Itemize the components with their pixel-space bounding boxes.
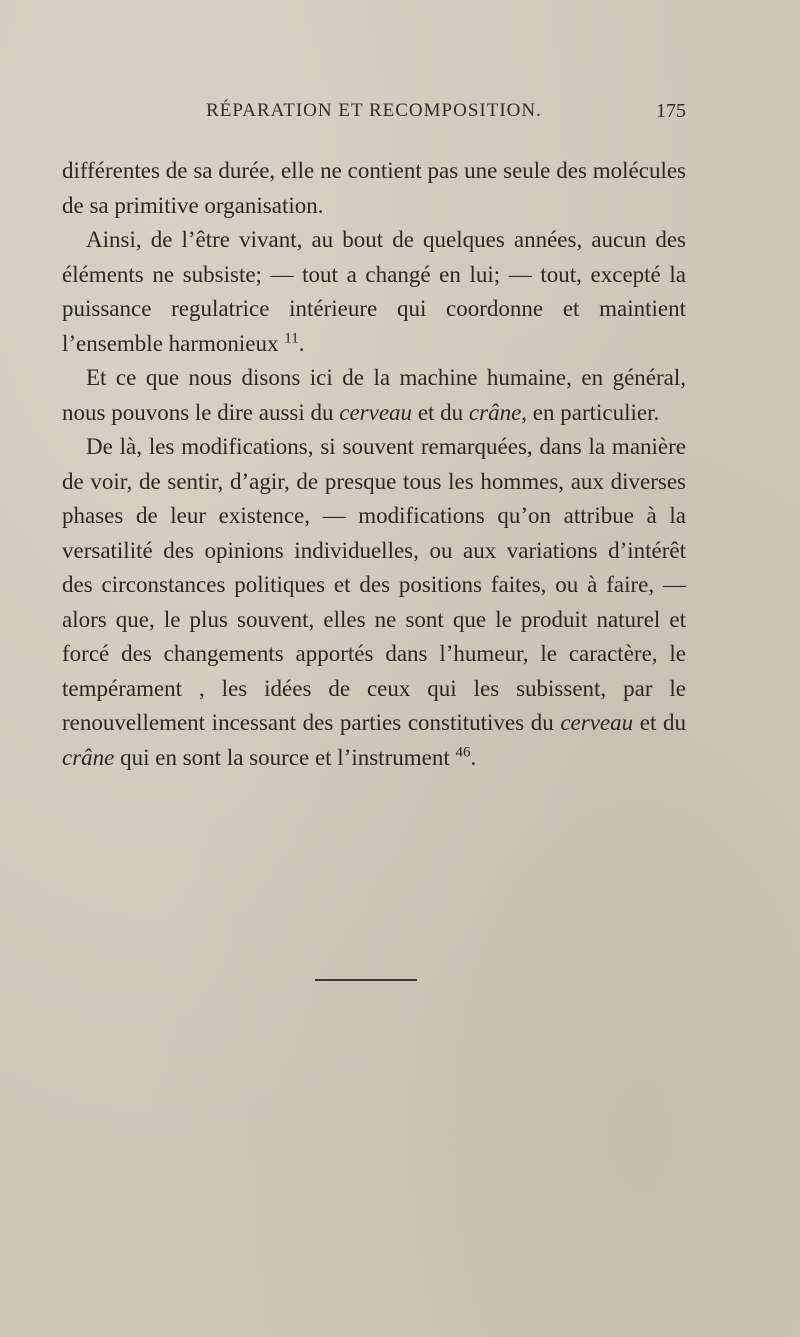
paragraph-text: et du bbox=[412, 399, 469, 425]
paragraph bbox=[62, 430, 686, 775]
paragraph bbox=[62, 361, 686, 430]
running-title: RÉPARATION ET RECOMPOSITION. bbox=[206, 100, 542, 121]
body-text bbox=[62, 154, 686, 775]
footnote-reference: 11 bbox=[284, 329, 299, 346]
running-head bbox=[62, 100, 686, 130]
paragraph-text: , en particulier. bbox=[521, 399, 660, 425]
italic-term: crâne bbox=[468, 399, 522, 425]
italic-term: cerveau bbox=[560, 710, 634, 735]
paragraph bbox=[62, 154, 686, 223]
italic-term: crâne bbox=[62, 744, 115, 770]
paragraph-text: Ainsi, de l’être vivant, au bout de quelques années, aucun des éléments ne subsiste; — tout a changé en lui; — tout, excepté la puissance regulatrice intérieure qui coordonne et maintient l’ensemble harmonieux bbox=[62, 227, 686, 356]
paragraph-text: De là, les modifications, si souvent remarquées, dans la manière de voir, de sentir, d’agir, de presque tous les hommes, aux diverses phases de leur existence, — modifications qu’on attribue à la versatilité des opinions individuelles, ou aux variations d’intérêt des circonstances politiques et des positions faites, ou à faire, — alors que, le plus souvent, elles ne sont que le produit naturel et forcé des changements apportés dans l’humeur, le caractère, le tempérament , les idées de ceux qui les subissent, par le renouvellement incessant des parties constitutives du bbox=[62, 434, 686, 735]
section-divider-rule bbox=[315, 979, 417, 981]
paragraph-text: . bbox=[470, 744, 477, 770]
paragraph-text: et du bbox=[633, 710, 686, 735]
italic-term: cerveau bbox=[339, 399, 413, 425]
paragraph-text: . bbox=[298, 330, 305, 356]
paragraph-text: Et ce que nous disons ici de la machine humaine, en général, nous pouvons le dire aussi du bbox=[62, 365, 686, 425]
footnote-reference: 46 bbox=[455, 743, 471, 760]
paragraph-text: qui en sont la source et l’instrument bbox=[114, 744, 456, 770]
page-number: 175 bbox=[656, 100, 686, 122]
paragraph-text: différentes de sa durée, elle ne contient pas une seule des molécules de sa primitive organisation. bbox=[62, 158, 686, 218]
paragraph bbox=[62, 223, 686, 361]
